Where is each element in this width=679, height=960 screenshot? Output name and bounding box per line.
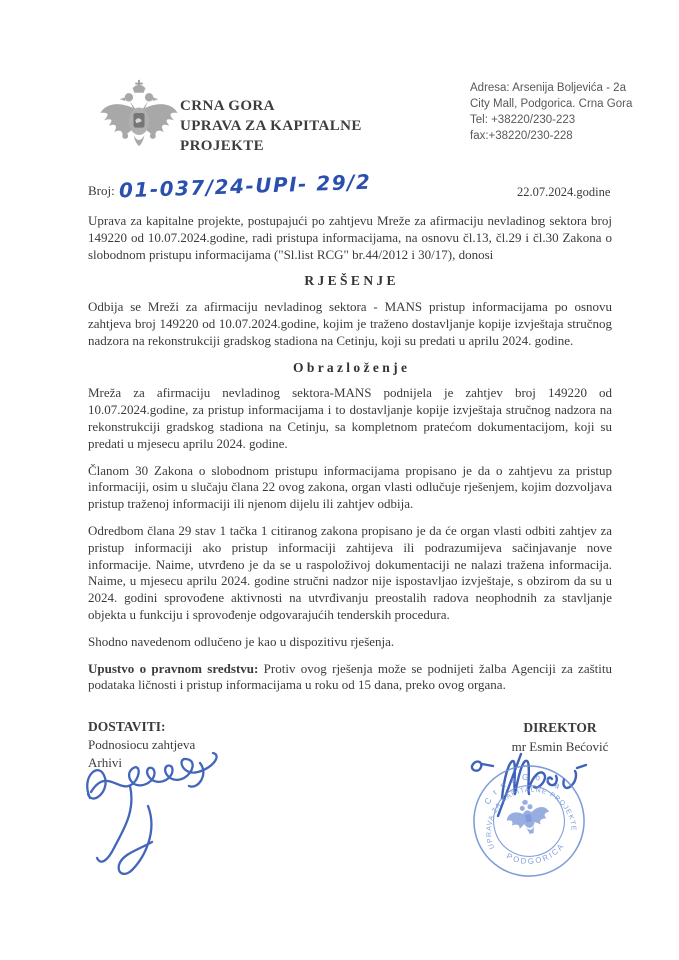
stamp-country-text: C r n a G o r a [482, 771, 564, 807]
heading-rjesenje: R J E Š E N J E [304, 273, 396, 289]
document-number-row [88, 169, 372, 203]
direktor-name: mr Esmin Bećović [511, 739, 609, 754]
paragraph-intro: Uprava za kapitalne projekte, postupajući po zahtjevu Mreže za afirmaciju nevladinog sektora broj 149220 od 10.07.2024.godine, radi pristupa informacijama, na osnovu čl.13, čl.29 i čl.30 Zakona o slobodnom pristupu informacijama ("Sl.list RCG" br.44/2012 i 30/17), donosi [88, 213, 612, 262]
legal-remedy-label: Upustvo o pravnom sredstvu: [88, 660, 259, 676]
document-date: 22.07.2024.godine [517, 185, 611, 199]
address-line2: City Mall, Podgorica. Crna Gora [470, 98, 633, 110]
document-body [88, 213, 612, 704]
org-name [180, 96, 362, 156]
address-line1: Adresa: Arsenija Boljevića - 2a [470, 82, 626, 94]
address-block [470, 80, 632, 144]
legal-remedy-text: Protiv ovog rješenja može se podnijeti žalba Agenciji za zaštitu podataka ličnosti i pristup informacijama u roku od 15 dana, preko ovog organa. [88, 660, 612, 693]
stamp-org-text: UPRAVA ZA KAPITALNE PROJEKTE [485, 786, 577, 850]
stamp-city-text: PODGORICA [505, 840, 567, 867]
dostaviti-item-2: Arhivi [88, 755, 122, 770]
org-line1: CRNA GORA [180, 98, 275, 114]
stamp-eagle-icon [503, 795, 552, 838]
document-number-label: Broj: [88, 183, 115, 198]
address-line4: fax:+38220/230-228 [470, 130, 573, 142]
paragraph-4: Shodno navedenom odlučeno je kao u dispozitivu rješenja. [88, 633, 395, 649]
direktor-label: DIREKTOR [523, 720, 597, 735]
dostaviti-item-1: Podnosiocu zahtjeva [88, 737, 196, 752]
org-line3: PROJEKTE [180, 138, 265, 154]
paragraph-2: Članom 30 Zakona o slobodnom pristupu informacijama propisano je da o zahtjevu za pristup informaciji, osim u slučaju člana 22 ovog zakona, organ vlasti odlučuje rješenjem, kojim dozvoljava pristup traženoj informaciji ili njenom dijelu ili zahtjev odbija. [88, 462, 612, 512]
paragraph-dispozitiv: Odbija se Mreži za afirmaciju nevladinog sektora - MANS pristup informacijama po osnovu zahtjeva broj 149220 od 10.07.2024.godine, kojim je traženo dostavljanje kopije izvještaja stručnog nadzora na rekonstrukciji gradskog stadiona na Cetinju, koji su predati u aprilu 2024. godine. [88, 299, 612, 348]
address-line3: Tel: +38220/230-223 [470, 114, 576, 126]
org-line2: UPRAVA ZA KAPITALNE [180, 118, 362, 134]
official-stamp [455, 750, 603, 892]
paragraph-1: Mreža za afirmaciju nevladinog sektora-MANS podnijela je zahtjev broj 149220 od 10.07.2024.godine, za pristup informacijama i to dostavljanje kopije izvještaja stručnog nadzora na rekonstrukciji gradskog stadiona na Cetinju, sa kompletnom pratećom dokumentacijom, koji su predati u mjesecu aprilu 2024. godine. [88, 385, 612, 451]
dostaviti-label: DOSTAVITI: [88, 719, 166, 734]
document-number-handwritten: 01-037/24-UPI- 29/2 [118, 169, 372, 203]
paragraph-3: Odredbom člana 29 stav 1 tačka 1 citiranog zakona propisano je da će organ vlasti odbiti zahtjev za pristup informaciji ako pristup informaciji zahtijeva ili podrazumijeva sačinjavanje nove informacije. Naime, utvrđeno je da se u raspoloživoj dokumentaciji ne nalazi tražena informacija. Naime, u mjesecu aprilu 2024. godine stručni nadzor nije ispostavljao izvještaje, s obzirom da su u 2024. godini sprovođene aktivnosti na utvrđivanju preostalih radova neophodnih za stavljanje objekta u funkciju i sprovođenje odgovarajućih tenderskih procedura. [88, 522, 612, 622]
paragraph-legal-remedy [88, 661, 612, 695]
heading-obrazlozenje: O b r a z l o ž e n j e [292, 359, 408, 375]
signature-left [76, 746, 266, 891]
montenegro-coat-of-arms-icon [92, 78, 186, 170]
